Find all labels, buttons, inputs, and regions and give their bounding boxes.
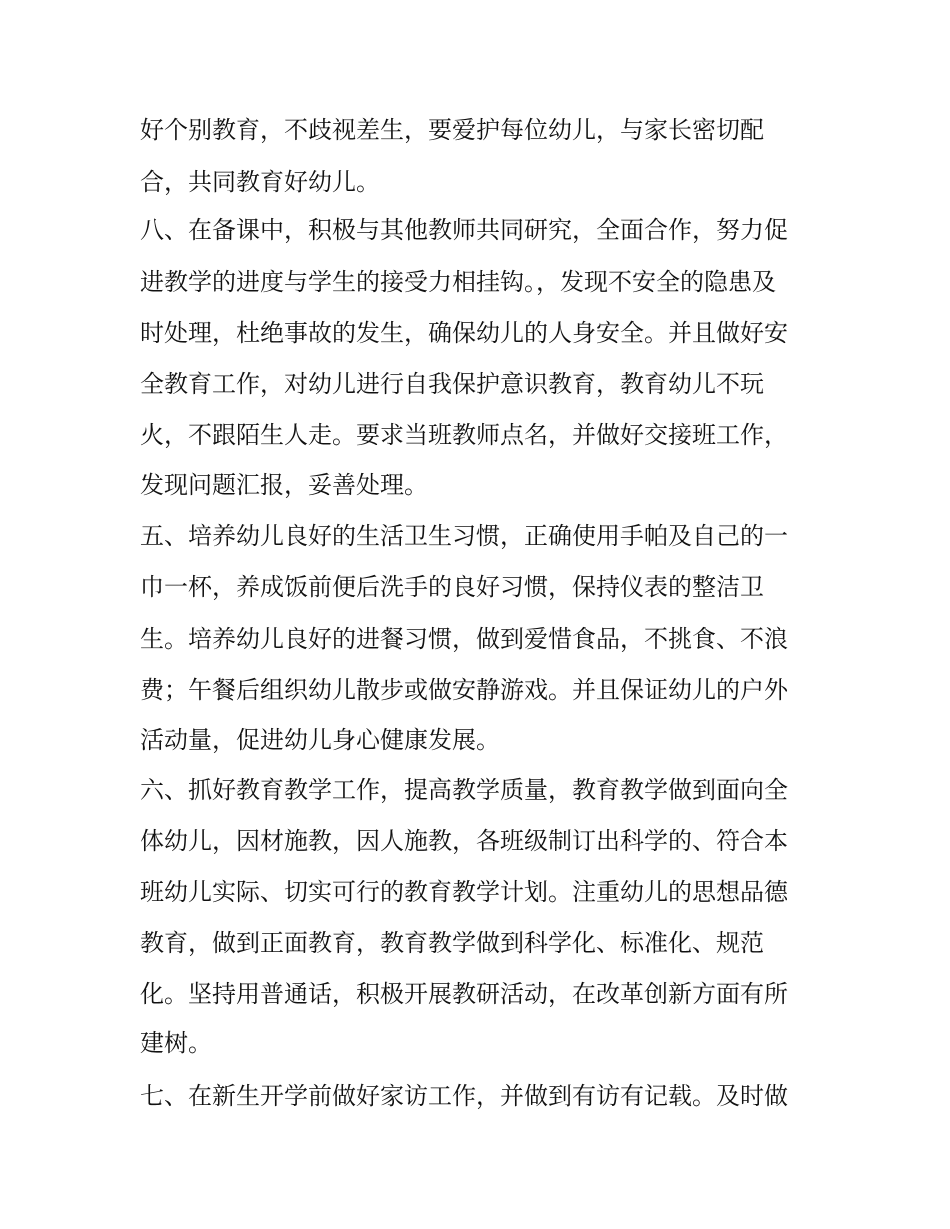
text-line: 班幼儿实际、切实可行的教育教学计划。注重幼儿的思想品德 xyxy=(140,878,788,906)
text-line: 化。坚持用普通话，积极开展教研活动，在改革创新方面有所 xyxy=(140,980,788,1008)
text-line: 进教学的进度与学生的接受力相挂钩。，发现不安全的隐患及 xyxy=(140,268,776,296)
text-line: 教育，做到正面教育，教育教学做到科学化、标准化、规范 xyxy=(140,929,764,957)
text-line: 六、抓好教育教学工作，提高教学质量，教育教学做到面向全 xyxy=(140,776,788,804)
text-line: 时处理，杜绝事故的发生，确保幼儿的人身安全。并且做好安 xyxy=(140,319,788,347)
text-line: 全教育工作，对幼儿进行自我保护意识教育，教育幼儿不玩 xyxy=(140,370,764,398)
text-line: 建树。 xyxy=(140,1029,212,1057)
text-line: 体幼儿，因材施教，因人施教，各班级制订出科学的、符合本 xyxy=(140,827,788,855)
text-line: 费；午餐后组织幼儿散步或做安静游戏。并且保证幼儿的户外 xyxy=(140,676,788,704)
text-line: 五、培养幼儿良好的生活卫生习惯，正确使用手帕及自己的一 xyxy=(140,522,788,550)
text-line: 生。培养幼儿良好的进餐习惯，做到爱惜食品，不挑食、不浪 xyxy=(140,625,788,653)
text-line: 发现问题汇报，妥善处理。 xyxy=(140,471,428,499)
text-line: 活动量，促进幼儿身心健康发展。 xyxy=(140,726,500,754)
text-line: 八、在备课中，积极与其他教师共同研究，全面合作，努力促 xyxy=(140,216,788,244)
text-line: 火，不跟陌生人走。要求当班教师点名，并做好交接班工作， xyxy=(140,421,788,449)
text-line: 好个别教育，不歧视差生，要爱护每位幼儿，与家长密切配 xyxy=(140,116,764,144)
text-line: 七、在新生开学前做好家访工作，并做到有访有记载。及时做 xyxy=(140,1082,788,1110)
text-line: 合，共同教育好幼儿。 xyxy=(140,168,380,196)
text-line: 巾一杯，养成饭前便后洗手的良好习惯，保持仪表的整洁卫 xyxy=(140,573,764,601)
